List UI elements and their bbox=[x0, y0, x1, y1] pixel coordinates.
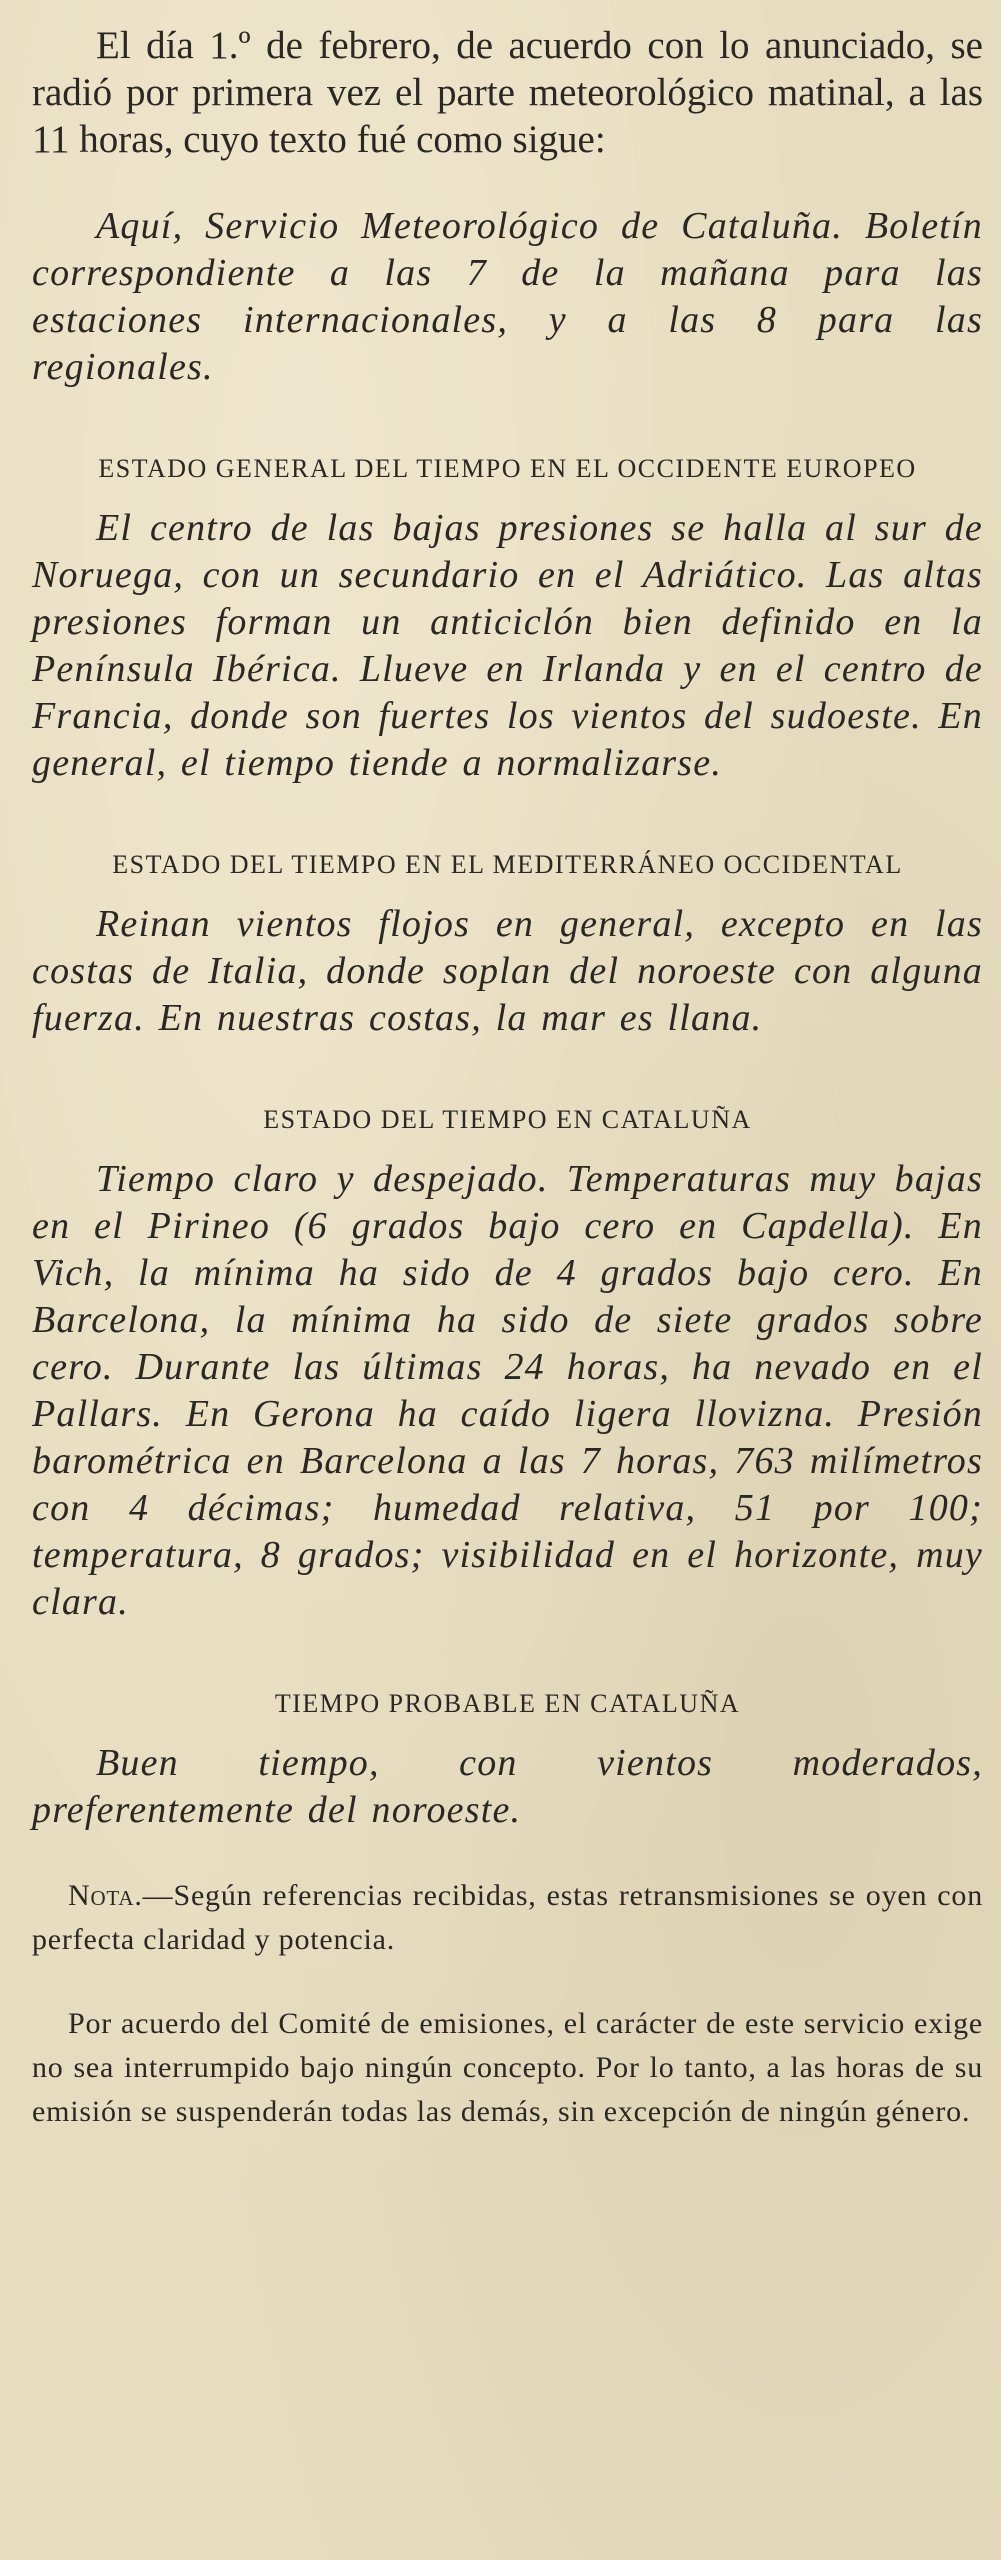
section-heading-catalonia: ESTADO DEL TIEMPO EN CATALUÑA bbox=[263, 1105, 752, 1134]
spacer bbox=[32, 887, 983, 901]
spacer bbox=[32, 1626, 983, 1682]
spacer bbox=[32, 1962, 983, 2002]
spacer bbox=[32, 1042, 983, 1098]
spacer bbox=[32, 787, 983, 843]
spacer bbox=[32, 1834, 983, 1874]
closing-paragraph: Por acuerdo del Comité de emisiones, el carácter de este servicio exige no sea interrumpido bajo ningún concepto. Por lo tanto, a las horas de su emisión se suspenderán todas las demás, sin excepción de ningún género. bbox=[32, 2007, 983, 2128]
note-paragraph bbox=[32, 1874, 983, 1962]
section-text-catalonia: Tiempo claro y despejado. Temperaturas muy bajas en el Pirineo (6 grados bajo cero en Capdella). En Vich, la mínima ha sido de 4 grados bajo cero. En Barcelona, la mínima ha sido de siete grados sobre cero. Durante las últimas 24 horas, ha nevado en el Pallars. En Gerona ha caído ligera llovizna. Presión barométrica en Barcelona a las 7 horas, 763 milímetros con 4 décimas; humedad relativa, 51 por 100; temperatura, 8 grados; visibilidad en el horizonte, muy clara. bbox=[32, 1158, 983, 1623]
note-label: Nota. bbox=[68, 1879, 143, 1912]
spacer bbox=[32, 391, 983, 447]
spacer bbox=[32, 1142, 983, 1156]
bulletin-header: Aquí, Servicio Meteorológico de Cataluña. Boletín correspondiente a las 7 de la mañana para las estaciones internacionales, y a las 8 para las regionales. bbox=[32, 205, 983, 388]
section-heading-western-europe: ESTADO GENERAL DEL TIEMPO EN EL OCCIDENTE EUROPEO bbox=[98, 454, 917, 483]
note-text: —Según referencias recibidas, estas retransmisiones se oyen con perfecta claridad y potencia. bbox=[32, 1879, 983, 1956]
spacer bbox=[32, 163, 983, 203]
section-heading-mediterranean: ESTADO DEL TIEMPO EN EL MEDITERRÁNEO OCCIDENTAL bbox=[112, 850, 903, 879]
section-heading-forecast: TIEMPO PROBABLE EN CATALUÑA bbox=[274, 1689, 741, 1718]
spacer bbox=[32, 1726, 983, 1740]
spacer bbox=[32, 491, 983, 505]
section-text-western-europe: El centro de las bajas presiones se halla al sur de Noruega, con un secundario en el Adriático. Las altas presiones forman un anticiclón bien definido en la Península Ibérica. Llueve en Irlanda y en el centro de Francia, donde son fuertes los vientos del sudoeste. En general, el tiempo tiende a normalizarse. bbox=[32, 507, 983, 784]
section-text-forecast: Buen tiempo, con vientos moderados, preferentemente del noroeste. bbox=[32, 1742, 983, 1831]
section-text-mediterranean: Reinan vientos flojos en general, excepto en las costas de Italia, donde soplan del noroeste con alguna fuerza. En nuestras costas, la mar es llana. bbox=[32, 903, 983, 1039]
intro-paragraph: El día 1.º de febrero, de acuerdo con lo anunciado, se radió por primera vez el parte meteorológico matinal, a las 11 horas, cuyo texto fué como sigue: bbox=[32, 24, 983, 161]
